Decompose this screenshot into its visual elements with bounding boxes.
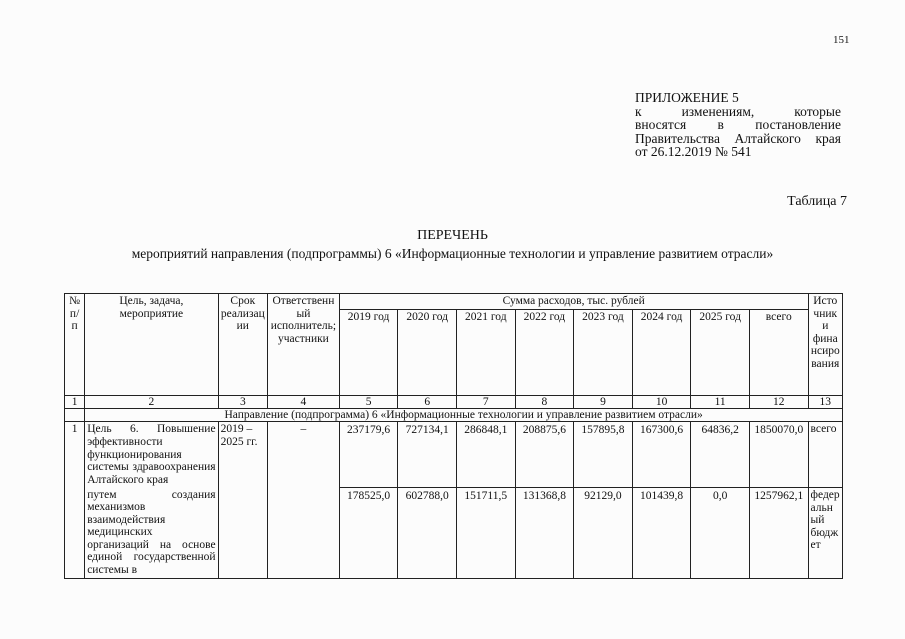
header-goal: Цель, задача, мероприятие [85, 294, 218, 396]
expenses-table [64, 293, 843, 579]
value-cell: 64836,2 [691, 422, 750, 488]
value-cell: 602788,0 [398, 488, 457, 579]
section-title: Направление (подпрограмма) 6 «Информационные технологии и управление развитием отрасли» [85, 409, 843, 422]
responsible-cell: – [268, 422, 340, 579]
header-year: 2020 год [398, 310, 457, 396]
value-cell: 0,0 [691, 488, 750, 579]
document-subtitle: мероприятий направления (подпрограммы) 6 «Информационные технологии и управление развитием отрасли» [131, 246, 774, 261]
goal-text: Цель 6. Повышение эффективности функционирования системы здравоохранения Алтайского края [85, 422, 218, 488]
header-term: Срок реализации [218, 294, 268, 396]
value-cell: 131368,8 [515, 488, 574, 579]
column-index: 4 [268, 396, 340, 409]
column-index: 12 [749, 396, 808, 409]
value-cell: 237179,6 [339, 422, 398, 488]
header-year: 2022 год [515, 310, 574, 396]
document-title: ПЕРЕЧЕНЬ [417, 228, 488, 243]
source-cell: федеральный бюджет [808, 488, 842, 579]
row-number: 1 [65, 422, 85, 579]
column-index: 8 [515, 396, 574, 409]
appendix-line: Правительства Алтайского края [635, 130, 841, 146]
term-cell: 2019 – 2025 гг. [218, 422, 268, 579]
column-index: 13 [808, 396, 842, 409]
column-index: 5 [339, 396, 398, 409]
header-sum: Сумма расходов, тыс. рублей [339, 294, 808, 310]
column-index: 9 [574, 396, 633, 409]
column-index: 1 [65, 396, 85, 409]
appendix-line: к изменениям, которые [635, 103, 841, 119]
value-cell: 286848,1 [456, 422, 515, 488]
column-index: 11 [691, 396, 750, 409]
value-cell: 151711,5 [456, 488, 515, 579]
table-label: Таблица 7 [787, 194, 847, 209]
appendix-header [635, 91, 841, 159]
column-index: 7 [456, 396, 515, 409]
column-index: 3 [218, 396, 268, 409]
value-cell: 178525,0 [339, 488, 398, 579]
header-year-total: всего [749, 310, 808, 396]
header-responsible: Ответственный исполнитель; участники [268, 294, 340, 396]
page-number: 151 [833, 34, 850, 46]
column-index: 6 [398, 396, 457, 409]
value-cell: 101439,8 [632, 488, 691, 579]
header-year: 2019 год [339, 310, 398, 396]
header-year: 2023 год [574, 310, 633, 396]
appendix-title: ПРИЛОЖЕНИЕ 5 [635, 90, 739, 105]
value-cell: 92129,0 [574, 488, 633, 579]
goal-text-continued: путем создания механизмов взаимодействия медицинских организаций на основе единой государственной системы в [85, 488, 218, 579]
column-index: 10 [632, 396, 691, 409]
value-cell-total: 1850070,0 [749, 422, 808, 488]
value-cell: 167300,6 [632, 422, 691, 488]
header-number: № п/п [65, 294, 85, 396]
appendix-date: от 26.12.2019 № 541 [635, 144, 752, 159]
value-cell: 208875,6 [515, 422, 574, 488]
value-cell: 157895,8 [574, 422, 633, 488]
column-index: 2 [85, 396, 218, 409]
section-spacer [65, 409, 85, 422]
header-source: Источники финансирования [808, 294, 842, 396]
header-year: 2021 год [456, 310, 515, 396]
value-cell-total: 1257962,1 [749, 488, 808, 579]
value-cell: 727134,1 [398, 422, 457, 488]
source-cell: всего [808, 422, 842, 488]
appendix-line: вносятся в постановление [635, 117, 841, 132]
header-year: 2025 год [691, 310, 750, 396]
header-year: 2024 год [632, 310, 691, 396]
